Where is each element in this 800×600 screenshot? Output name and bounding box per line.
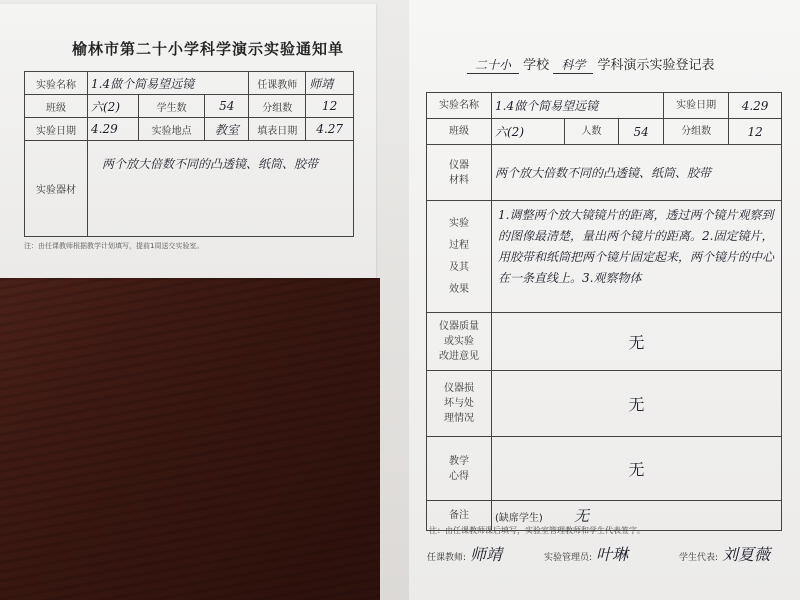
r-value-reflection: 无	[492, 437, 782, 501]
signature-student: 学生代表: 刘夏薇	[679, 545, 771, 564]
notification-sheet	[0, 4, 376, 278]
value-fill-date: 4.27	[306, 118, 354, 141]
value-class: 六(2)	[88, 95, 139, 118]
label-date: 实验日期	[25, 118, 88, 141]
r-value-damage: 无	[492, 371, 782, 437]
r-value-quality: 无	[492, 313, 782, 371]
r-value-groups: 12	[729, 119, 782, 145]
r-value-process: 1.调整两个放大镜镜片的距离，透过两个镜片观察到的图像最清楚，量出两个镜片的距离。2.固定镜片，用胶带和纸筒把两个镜片固定起来，两个镜片的中心在一条直线上。3.观察物体	[492, 201, 782, 313]
r-label-quality: 仪器质量 或实验 改进意见	[427, 313, 492, 371]
value-students: 54	[205, 95, 249, 118]
value-date: 4.29	[88, 118, 139, 141]
r-label-process: 实验 过程 及其 效果	[427, 201, 492, 313]
label-teacher: 任课教师	[249, 72, 306, 95]
registration-title	[467, 54, 714, 74]
value-teacher: 师靖	[306, 72, 354, 95]
r-value-class: 六(2)	[492, 119, 565, 145]
r-label-people: 人数	[564, 119, 619, 145]
r-label-groups: 分组数	[664, 119, 729, 145]
label-fill-date: 填表日期	[249, 118, 306, 141]
title-school-blank: 二十小	[467, 56, 519, 74]
label-groups: 分组数	[249, 95, 306, 118]
r-label-damage: 仪器损 坏与处 理情况	[427, 371, 492, 437]
label-experiment-name: 实验名称	[25, 72, 88, 95]
value-location: 教室	[205, 118, 249, 141]
r-value-date: 4.29	[729, 93, 782, 119]
title-subject-blank: 科学	[553, 56, 593, 74]
value-equipment: 两个放大倍数不同的凸透镜、纸筒、胶带	[88, 141, 354, 237]
label-equipment: 实验器材	[25, 141, 88, 237]
signature-teacher: 任课教师: 师靖	[427, 545, 503, 564]
registration-sheet	[409, 0, 800, 600]
r-label-experiment-name: 实验名称	[427, 93, 492, 119]
teacher-signature: 师靖	[470, 545, 503, 564]
registration-note: 注：由任课教师课后填写，实验室管理教师和学生代表签字。	[429, 526, 645, 535]
label-location: 实验地点	[138, 118, 204, 141]
student-signature: 刘夏薇	[722, 545, 771, 564]
r-value-equipment: 两个放大倍数不同的凸透镜、纸筒、胶带	[492, 145, 782, 201]
r-label-equipment: 仪器 材料	[427, 145, 492, 201]
registration-table	[426, 92, 782, 531]
notification-note: 注：由任课教师根据教学计划填写，提前1周送交实验室。	[24, 242, 204, 250]
notification-table	[24, 71, 354, 237]
r-value-experiment-name: 1.4做个简易望远镜	[492, 93, 664, 119]
notification-title: 榆林市第二十小学科学演示实验通知单	[72, 40, 345, 58]
value-experiment-name: 1.4做个简易望远镜	[88, 72, 249, 95]
title-school: 学校	[523, 58, 550, 73]
remarks-value: 无	[574, 507, 590, 525]
title-rest: 学科演示实验登记表	[597, 58, 715, 73]
r-label-date: 实验日期	[664, 93, 729, 119]
r-label-class: 班级	[427, 119, 492, 145]
signature-manager: 实验管理员: 叶琳	[544, 545, 629, 564]
r-value-people: 54	[619, 119, 664, 145]
manager-signature: 叶琳	[596, 545, 629, 564]
r-label-reflection: 教学 心得	[427, 437, 492, 501]
r-label-remarks: 备注	[427, 501, 492, 531]
remarks-absent-label: (缺席学生)	[495, 513, 543, 524]
label-students: 学生数	[138, 95, 204, 118]
label-class: 班级	[25, 95, 88, 118]
value-groups: 12	[306, 95, 354, 118]
wooden-desk	[0, 278, 380, 600]
